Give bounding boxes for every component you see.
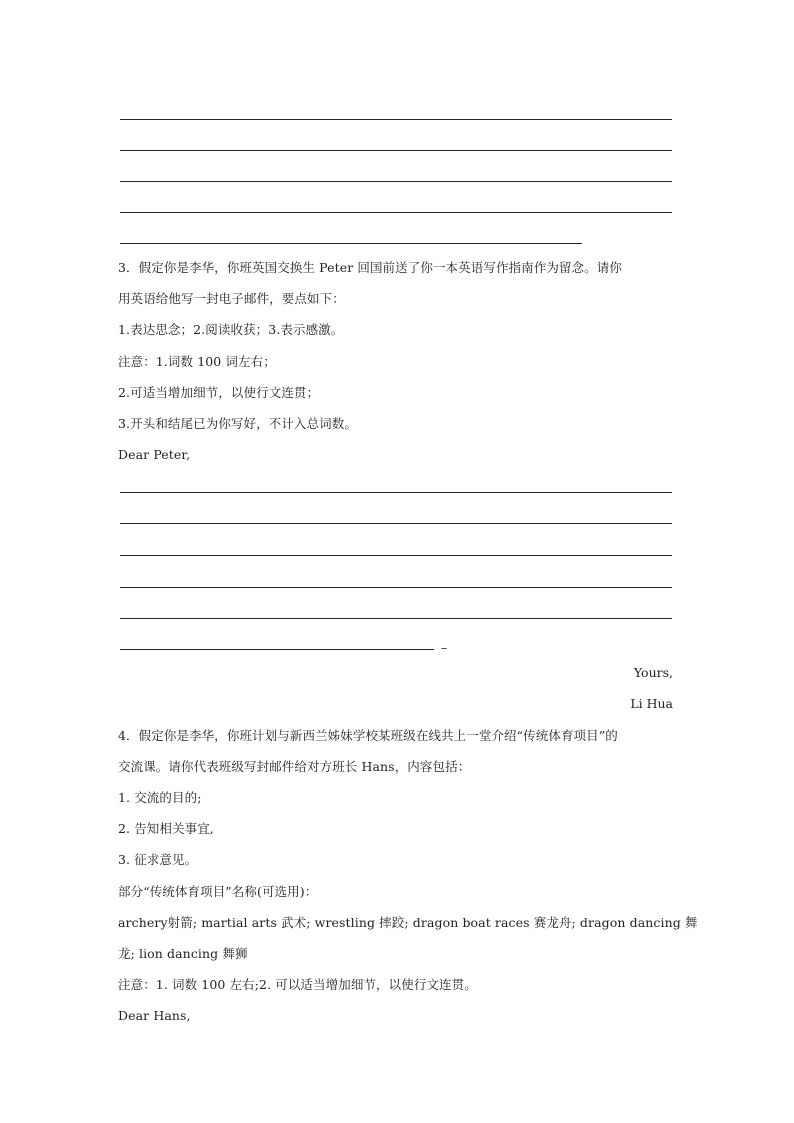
answer-line[interactable] — [120, 181, 672, 182]
answer-line[interactable] — [120, 492, 672, 493]
q4-items-intro: 部分“传统体育项目”名称(可选用)： — [118, 884, 318, 899]
q4-greeting: Dear Hans, — [118, 1008, 191, 1023]
q3-signature: Li Hua — [630, 696, 673, 711]
q3-note1: 注意：1.词数 100 词左右； — [118, 354, 276, 369]
q3-prompt-line2: 用英语给他写一封电子邮件，要点如下： — [118, 291, 345, 306]
q3-prompt-line1: 3．假定你是李华，你班英国交换生 Peter 回国前送了你一本英语写作指南作为留念。请你 — [118, 260, 622, 275]
answer-line[interactable] — [120, 119, 672, 120]
q4-items-line1: archery射箭; martial arts 武术; wrestling 摔跤; dragon boat races 赛龙舟; dragon dancing 舞 — [118, 915, 698, 930]
q4-prompt-line1: 4．假定你是李华，你班计划与新西兰姊妹学校某班级在线共上一堂介绍“传统体育项目”的 — [118, 728, 618, 743]
q3-note2: 2.可适当增加细节，以使行文连贯； — [118, 385, 320, 400]
answer-line[interactable] — [120, 618, 672, 619]
answer-line[interactable] — [120, 587, 672, 588]
q3-greeting: Dear Peter, — [118, 447, 191, 462]
answer-line[interactable] — [120, 150, 672, 151]
q3-closing: Yours, — [633, 665, 673, 680]
q4-items-line2: 龙; lion dancing 舞狮 — [118, 946, 248, 961]
q4-item3: 3. 征求意见。 — [118, 852, 198, 867]
answer-line-short[interactable] — [120, 649, 434, 650]
answer-line[interactable] — [120, 555, 672, 556]
q4-item1: 1. 交流的目的; — [118, 790, 202, 805]
answer-line[interactable] — [120, 523, 672, 524]
trailing-dash: – — [441, 640, 448, 655]
answer-line[interactable] — [120, 212, 672, 213]
q4-note: 注意：1. 词数 100 左右;2. 可以适当增加细节，以使行文连贯。 — [118, 977, 477, 992]
q4-item2: 2. 告知相关事宜, — [118, 821, 214, 836]
q4-prompt-line2: 交流课。请你代表班级写封邮件给对方班长 Hans，内容包括： — [118, 759, 471, 774]
q3-points: 1.表达思念；2.阅读收获；3.表示感激。 — [118, 322, 344, 337]
q3-note3: 3.开头和结尾已为你写好，不计入总词数。 — [118, 416, 357, 431]
answer-line-short[interactable] — [120, 243, 582, 244]
